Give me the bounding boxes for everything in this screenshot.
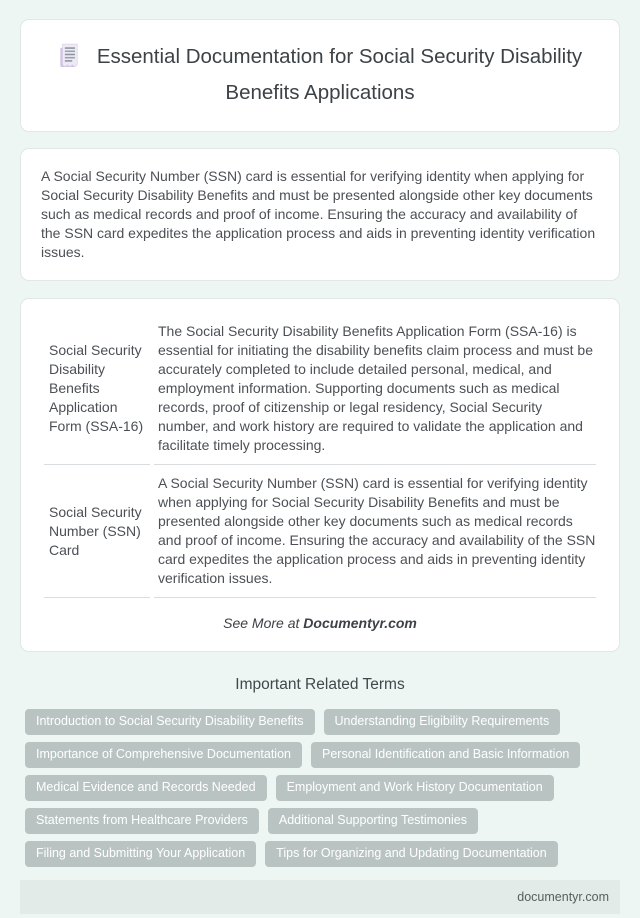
related-term-tag[interactable]: Tips for Organizing and Updating Documentation bbox=[265, 841, 558, 867]
page-title bbox=[45, 42, 595, 107]
document-term: Social Security Disability Benefits Application Form (SSA-16) bbox=[44, 313, 150, 465]
related-term-tag[interactable]: Understanding Eligibility Requirements bbox=[324, 709, 561, 735]
footer-bar bbox=[20, 880, 620, 914]
documents-table-card bbox=[20, 298, 620, 652]
document-term: Social Security Number (SSN) Card bbox=[44, 465, 150, 598]
summary-card bbox=[20, 148, 620, 281]
tag-row bbox=[25, 742, 615, 768]
footer-site-label: documentyr.com bbox=[517, 890, 609, 904]
related-term-tag[interactable]: Medical Evidence and Records Needed bbox=[25, 775, 267, 801]
receipt-icon bbox=[58, 42, 80, 78]
see-more-site-link[interactable]: Documentyr.com bbox=[303, 615, 417, 631]
see-more-line bbox=[40, 615, 600, 631]
see-more-prefix: See More at bbox=[223, 615, 304, 631]
summary-text: A Social Security Number (SSN) card is essential for verifying identity when applying for Social Security Disability Benefits and must be presented alongside other key documents such as medical records and proof of income. Ensuring the accuracy and availability of the SSN card expedites the application process and aids in preventing identity verification issues. bbox=[41, 168, 596, 260]
related-term-tag[interactable]: Statements from Healthcare Providers bbox=[25, 808, 259, 834]
tag-row bbox=[25, 775, 615, 801]
document-description: A Social Security Number (SSN) card is essential for verifying identity when applying for Social Security Disability Benefits and must be presented alongside other key documents such as medical records and proof of income. Ensuring the accuracy and availability of the SSN card expedites the application process and aids in preventing identity verification issues. bbox=[154, 465, 596, 598]
table-row bbox=[44, 465, 596, 598]
related-term-tag[interactable]: Introduction to Social Security Disability Benefits bbox=[25, 709, 315, 735]
header-card bbox=[20, 19, 620, 132]
related-term-tag[interactable]: Personal Identification and Basic Information bbox=[311, 742, 580, 768]
related-term-tag[interactable]: Employment and Work History Documentation bbox=[276, 775, 554, 801]
tag-row bbox=[25, 841, 615, 867]
tag-row bbox=[25, 808, 615, 834]
related-terms-tags bbox=[20, 709, 620, 867]
document-description: The Social Security Disability Benefits Application Form (SSA-16) is essential for initiating the disability benefits claim process and must be accurately completed to include detailed personal, medical, and employment information. Supporting documents such as medical records, proof of citizenship or legal residency, Social Security number, and work history are required to validate the application and facilitate timely processing. bbox=[154, 313, 596, 465]
page-title-text: Essential Documentation for Social Security Disability Benefits Applications bbox=[96, 45, 583, 104]
related-term-tag[interactable]: Importance of Comprehensive Documentation bbox=[25, 742, 302, 768]
table-row bbox=[44, 313, 596, 465]
tag-row bbox=[25, 709, 615, 735]
documents-table bbox=[40, 313, 600, 598]
related-terms-heading: Important Related Terms bbox=[235, 676, 405, 693]
related-term-tag[interactable]: Filing and Submitting Your Application bbox=[25, 841, 256, 867]
related-term-tag[interactable]: Additional Supporting Testimonies bbox=[268, 808, 478, 834]
